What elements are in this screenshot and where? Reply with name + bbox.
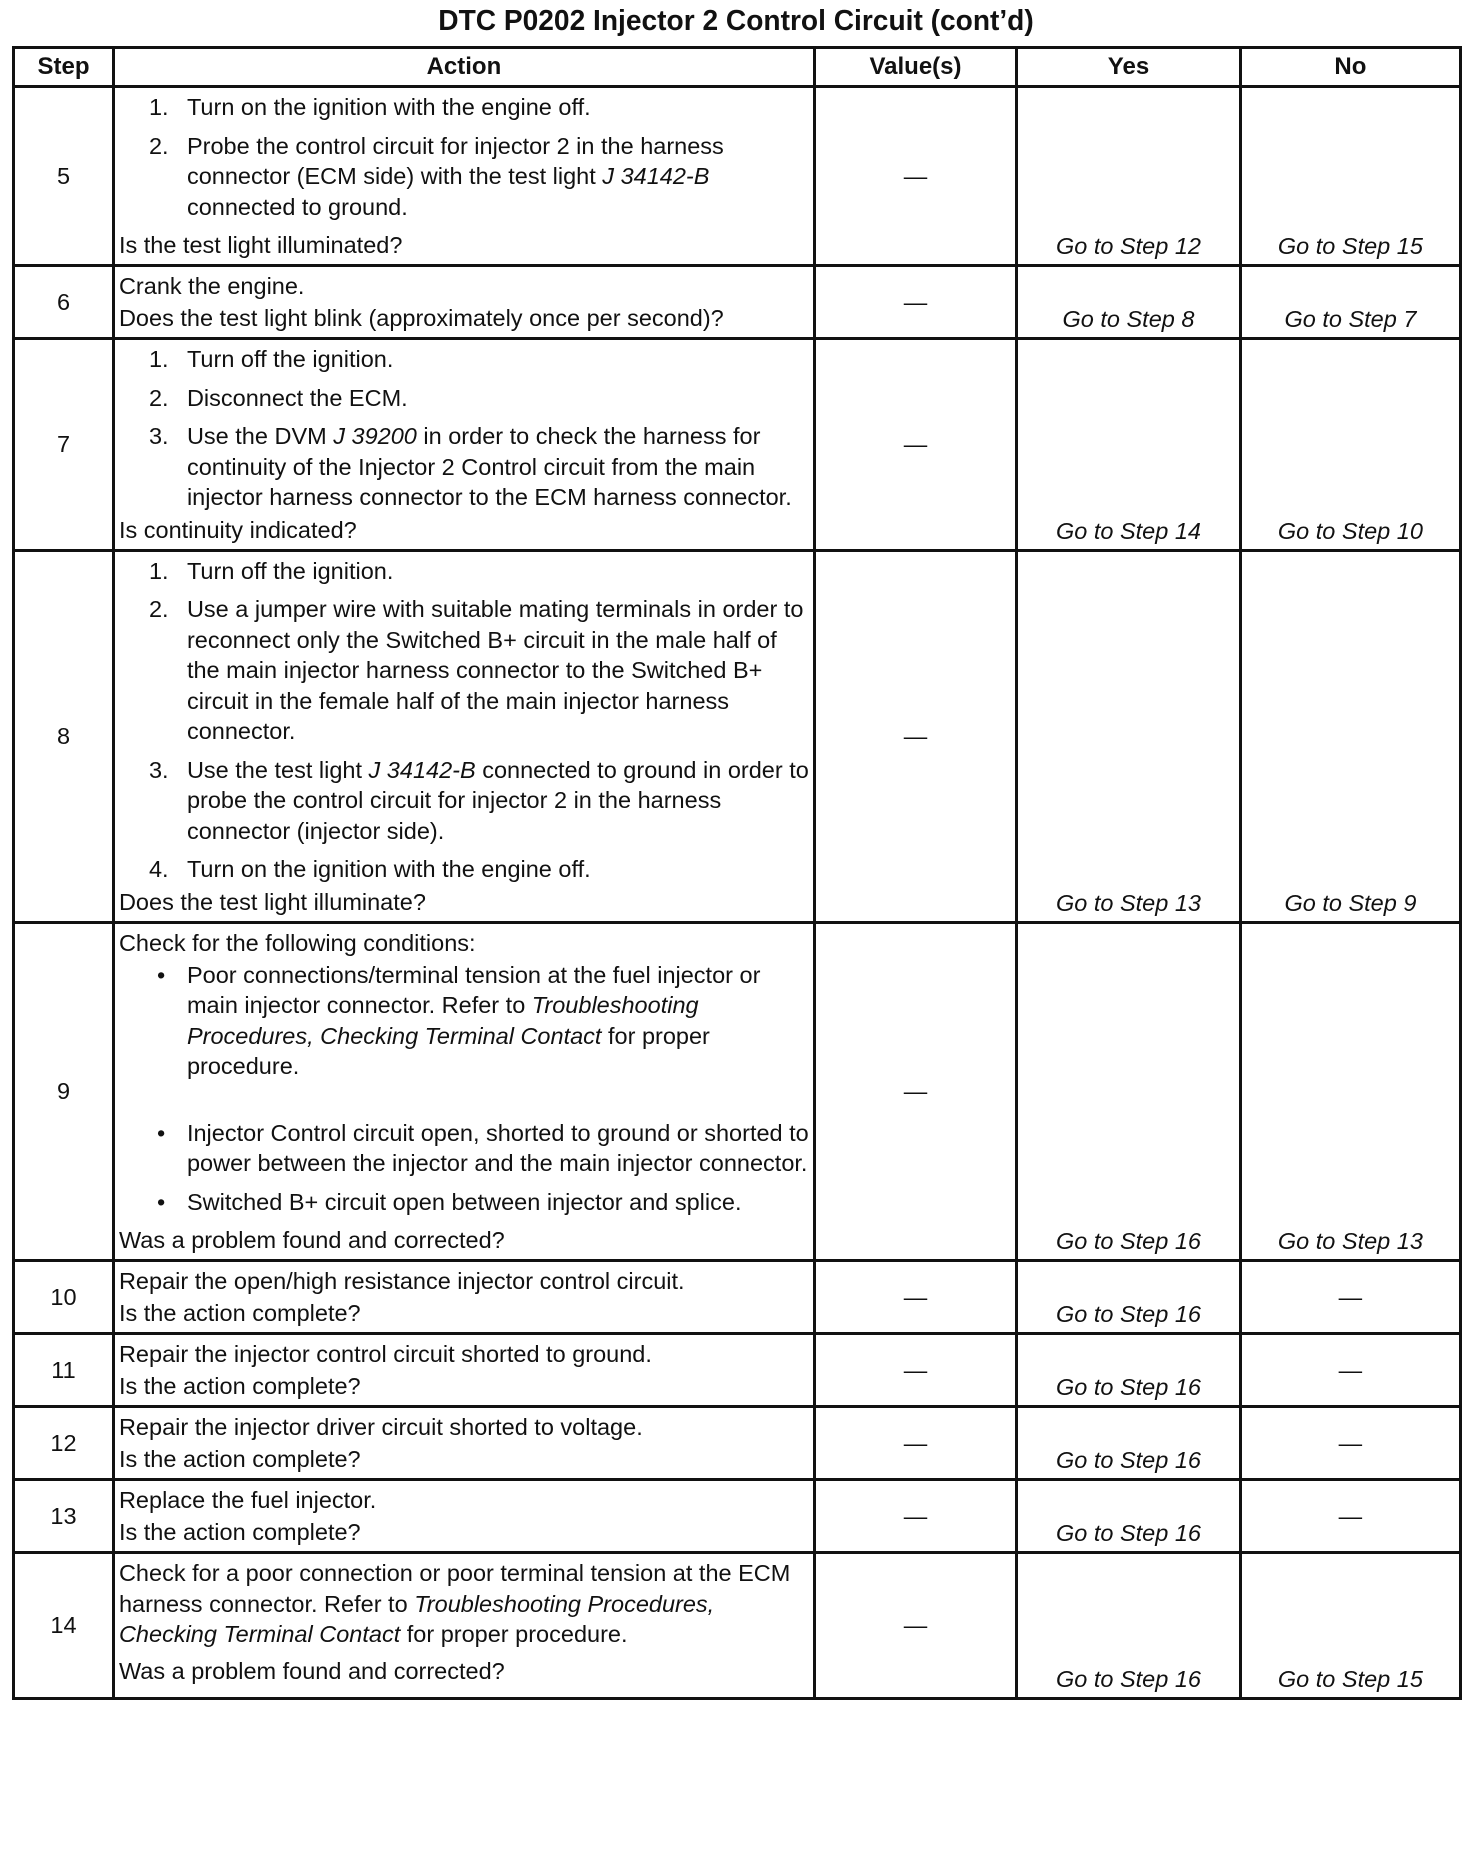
action-cell (113, 550, 814, 922)
no-cell: Go to Step 13 (1240, 922, 1460, 1261)
no-cell: Go to Step 7 (1240, 266, 1460, 339)
step-number: 14 (14, 1553, 114, 1699)
no-cell: — (1240, 1480, 1460, 1553)
list-item: • Switched B+ circuit open between injector and splice. (156, 1188, 742, 1215)
step-number: 5 (14, 87, 114, 266)
step-number: 6 (14, 266, 114, 339)
list-item: 2. Probe the control circuit for injector 2 in the harness connector (ECM side) with the test light J 34142-B connected to ground. (148, 132, 724, 220)
no-cell: Go to Step 15 (1240, 87, 1460, 266)
header-yes: Yes (1017, 48, 1241, 87)
no-cell: — (1240, 1407, 1460, 1480)
question-text: Is the action complete? (118, 1373, 361, 1399)
yes-cell: Go to Step 16 (1017, 1407, 1241, 1480)
question-text: Is continuity indicated? (118, 516, 357, 543)
yes-cell: Go to Step 16 (1017, 1553, 1241, 1699)
step-number: 13 (14, 1480, 114, 1553)
value-cell: — (814, 266, 1016, 339)
yes-cell: Go to Step 8 (1017, 266, 1241, 339)
yes-cell: Go to Step 12 (1017, 87, 1241, 266)
question-text: Was a problem found and corrected? (118, 1657, 505, 1684)
action-cell: Check for the following conditions: • Poor connections/terminal tension at the fuel injector or main injector connector. Refer to Troubleshooting Procedures, Checking Terminal Contact for proper procedure. • Injector Control circuit open, shorted to ground or shorted to power between the injector and the main injector connector. • Switched B+ circuit open between injector and splice. Was a problem found and corrected? (113, 922, 814, 1261)
list-item: 2. Disconnect the ECM. (148, 384, 408, 411)
action-cell: Repair the open/high resistance injector control circuit. Is the action complete? (113, 1261, 814, 1334)
table-row (14, 1407, 1461, 1480)
action-cell: Replace the fuel injector. Is the action complete? (113, 1480, 814, 1553)
value-cell: — (814, 339, 1016, 551)
table-row (14, 339, 1461, 551)
value-cell: — (814, 1407, 1016, 1480)
value-cell: — (814, 1480, 1016, 1553)
value-cell: — (814, 1261, 1016, 1334)
list-item: • Poor connections/terminal tension at the fuel injector or main injector connector. Refer to Troubleshooting Procedures, Checking Terminal Contact for proper procedure. (156, 961, 761, 1079)
header-row (14, 48, 1461, 87)
action-cell (113, 339, 814, 551)
list-item: 1. Turn on the ignition with the engine off. (148, 94, 591, 120)
question-text: Is the action complete? (118, 1446, 361, 1472)
step-number: 12 (14, 1407, 114, 1480)
step-number: 8 (14, 550, 114, 922)
step-number: 10 (14, 1261, 114, 1334)
step-number: 9 (14, 922, 114, 1261)
table-row (14, 1553, 1461, 1699)
question-text: Is the action complete? (118, 1519, 361, 1545)
yes-cell: Go to Step 16 (1017, 1480, 1241, 1553)
question-text: Does the test light blink (approximately once per second)? (118, 305, 724, 331)
action-cell: Repair the injector driver circuit shorted to voltage. Is the action complete? (113, 1407, 814, 1480)
value-cell: — (814, 1334, 1016, 1407)
step-number: 7 (14, 339, 114, 551)
list-item: 1. Turn off the ignition. (148, 557, 394, 584)
action-cell: Check for a poor connection or poor terminal tension at the ECM harness connector. Refer to Troubleshooting Procedures, Checking Terminal Contact for proper procedure. Was a problem found and corrected? (113, 1553, 814, 1699)
table-row (14, 266, 1461, 339)
no-cell: Go to Step 15 (1240, 1553, 1460, 1699)
value-cell: — (814, 922, 1016, 1261)
yes-cell: Go to Step 16 (1017, 1334, 1241, 1407)
header-no: No (1240, 48, 1460, 87)
yes-cell: Go to Step 14 (1017, 339, 1241, 551)
action-cell (113, 87, 814, 266)
list-item: 2. Use a jumper wire with suitable mating terminals in order to reconnect only the Switched B+ circuit in the male half of the main injector harness connector to the Switched B+ circuit in the female half of the main injector harness connector. (148, 596, 804, 744)
table-row (14, 1261, 1461, 1334)
list-item: • Injector Control circuit open, shorted to ground or shorted to power between the injector and the main injector connector. (156, 1119, 809, 1176)
yes-cell: Go to Step 16 (1017, 922, 1241, 1261)
list-item: 3. Use the test light J 34142-B connected to ground in order to probe the control circuit for injector 2 in the harness connector (injector side). (148, 756, 809, 844)
header-values: Value(s) (814, 48, 1016, 87)
table-row (14, 1334, 1461, 1407)
question-text: Is the action complete? (118, 1300, 361, 1326)
yes-cell: Go to Step 13 (1017, 550, 1241, 922)
action-cell: Crank the engine. Does the test light blink (approximately once per second)? (113, 266, 814, 339)
list-item: 1. Turn off the ignition. (148, 346, 394, 372)
step-number: 11 (14, 1334, 114, 1407)
table-row (14, 1480, 1461, 1553)
table-row (14, 922, 1461, 1261)
header-action: Action (113, 48, 814, 87)
value-cell: — (814, 1553, 1016, 1699)
list-item: 3. Use the DVM J 39200 in order to check the harness for continuity of the Injector 2 Control circuit from the main injector harness connector to the ECM harness connector. (148, 423, 792, 510)
yes-cell: Go to Step 16 (1017, 1261, 1241, 1334)
page-title: DTC P0202 Injector 2 Control Circuit (cont’d) (438, 5, 1034, 37)
question-text: Is the test light illuminated? (118, 232, 403, 258)
no-cell: Go to Step 9 (1240, 550, 1460, 922)
diagnostic-table (12, 46, 1462, 1700)
table-row (14, 87, 1461, 266)
list-item: 4. Turn on the ignition with the engine off. (148, 856, 591, 882)
question-text: Does the test light illuminate? (118, 888, 426, 915)
action-cell: Repair the injector control circuit shorted to ground. Is the action complete? (113, 1334, 814, 1407)
value-cell: — (814, 550, 1016, 922)
no-cell: Go to Step 10 (1240, 339, 1460, 551)
value-cell: — (814, 87, 1016, 266)
question-text: Was a problem found and corrected? (118, 1227, 505, 1253)
header-step: Step (14, 48, 114, 87)
no-cell: — (1240, 1261, 1460, 1334)
no-cell: — (1240, 1334, 1460, 1407)
table-row (14, 550, 1461, 922)
